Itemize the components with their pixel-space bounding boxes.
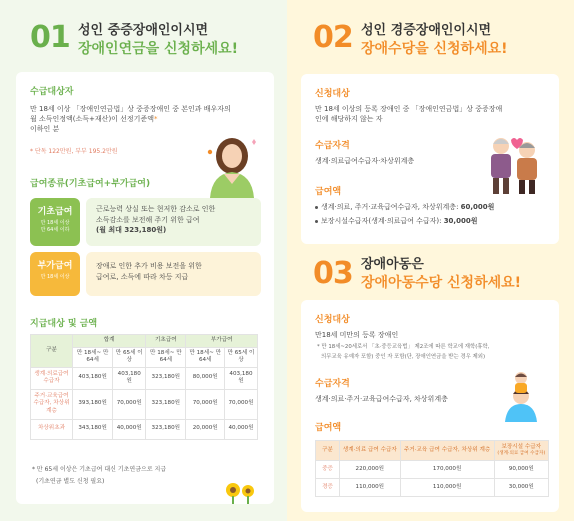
child-table-header: 생계·의료 급여 수급자 <box>340 441 401 461</box>
table-cell: 403,180원 <box>73 367 113 389</box>
table-cell: 70,000원 <box>113 389 146 419</box>
additional-benefit-label: 부가급여 <box>37 261 73 271</box>
additional-desc-line1: 장애로 인한 추가 비용 보전을 위한 <box>96 262 202 270</box>
amount-title: 급여액 <box>315 187 342 197</box>
table-cell: 393,180원 <box>73 389 113 419</box>
table-subhead: 만 18세~ 만 64세 <box>146 347 186 367</box>
elderly-couple-illustration <box>481 132 551 194</box>
table-group-basic: 기초급여 <box>146 335 186 348</box>
child-target-note-line2: 의무교육 유예자 포함) 중인 자 포함(단, 장애인연금을 받는 경우 제외) <box>321 354 486 360</box>
table-cell: 90,000원 <box>494 461 548 479</box>
amount-item-value: 30,000원 <box>443 217 478 225</box>
table-cell: 70,000원 <box>186 389 225 419</box>
section-number-02: 02 <box>313 20 353 55</box>
child-table-header-facility <box>494 441 548 461</box>
left-heading-line2: 장애인연금을 신청하세요! <box>78 41 239 57</box>
target-text-line1: 만 18세 이상 「장애인연금법」상 중증장애인 중 본인과 배우자의 <box>30 105 231 113</box>
additional-benefit-badge <box>30 252 80 296</box>
basic-benefit-sub2: 만 64세 이하 <box>40 226 70 233</box>
apply-target-line1: 만 18세 이상의 등록 장애인 중 「장애인연금법」상 중증장애 <box>315 105 503 113</box>
amount-item-label: 보장시설수급자(생계·의료급여 수급자): <box>321 217 444 225</box>
section-number-03: 03 <box>313 256 353 291</box>
table-cell: 170,000원 <box>400 461 494 479</box>
child-allowance-table <box>315 440 549 497</box>
amount-item <box>315 216 477 226</box>
table-group-total: 합계 <box>73 335 146 348</box>
table-row <box>31 389 258 419</box>
table-cell: 403,180원 <box>224 367 257 389</box>
table-cell: 20,000원 <box>186 419 225 439</box>
additional-benefit-desc <box>86 252 261 296</box>
additional-benefit-sub1: 만 18세 이상 <box>40 274 70 281</box>
child-qualification-title: 수급자격 <box>315 379 350 389</box>
right-heading2-line1: 장애아동은 <box>361 257 424 272</box>
basic-benefit-sub1: 만 18세 이상 <box>40 220 70 227</box>
table-header-category: 구분 <box>31 335 73 368</box>
target-title: 수급대상자 <box>30 87 74 97</box>
right-heading1-line1: 성인 경증장애인이시면 <box>361 23 492 38</box>
table-cell: 40,000원 <box>113 419 146 439</box>
table-cell: 40,000원 <box>224 419 257 439</box>
apply-target-title: 신청대상 <box>315 89 350 99</box>
table-cell: 110,000원 <box>340 479 401 497</box>
table-row <box>316 461 549 479</box>
additional-desc-line2: 급여로, 소득에 따라 차등 지급 <box>96 272 189 281</box>
basic-desc-line1: 근로능력 상실 또는 현저한 감소로 인한 <box>96 205 216 213</box>
amount-item-label: 생계·의료, 주거·교육급여수급자, 차상위계층: <box>321 203 461 211</box>
table-cell: 343,180원 <box>73 419 113 439</box>
child-target-title: 신청대상 <box>315 315 350 325</box>
row-label: 차상위초과 <box>31 419 73 439</box>
basic-benefit-desc <box>86 198 261 246</box>
table-cell: 110,000원 <box>400 479 494 497</box>
benefit-title: 급여종류(기초급여+부가급여) <box>30 179 151 189</box>
table-cell: 323,180원 <box>146 389 186 419</box>
table-subhead: 만 65세 이상 <box>113 347 146 367</box>
basic-desc-line3: (월 최대 323,180원) <box>96 226 167 234</box>
table-cell: 323,180원 <box>146 367 186 389</box>
target-text-line2-wrap <box>30 114 270 124</box>
table-group-additional: 부가급여 <box>186 335 258 348</box>
target-star: * <box>153 115 158 124</box>
section-number-01: 01 <box>30 20 70 55</box>
table-cell: 30,000원 <box>494 479 548 497</box>
table-subhead: 만 18세~ 만 64세 <box>73 347 113 367</box>
table-subhead: 만 65세 이상 <box>224 347 257 367</box>
table-row <box>31 367 258 389</box>
target-text-line3: 이하인 분 <box>30 125 60 134</box>
child-table-header: 보장시설 수급자 <box>501 443 542 450</box>
basic-desc-line2: 소득감소를 보전해 주기 위한 급여 <box>96 215 200 224</box>
child-table-header: 주거·교육 급여 수급자, 차상위 계층 <box>400 441 494 461</box>
pension-amount-table <box>30 334 258 440</box>
basic-benefit-label: 기초급여 <box>37 207 73 217</box>
apply-target-line2: 인에 해당하지 않는 자 <box>315 115 383 124</box>
child-qualification-text: 생계·의료·주거·교육급여수급자, 차상위계층 <box>315 395 448 403</box>
row-label: 생계·의료급여 수급자 <box>31 367 73 389</box>
criteria-note: * 단독 122만원, 부부 195.2만원 <box>30 148 118 155</box>
left-heading-line1: 성인 중증장애인이시면 <box>78 23 209 38</box>
right-heading1-line2: 장애수당을 신청하세요! <box>361 41 508 57</box>
right-panel <box>287 0 574 521</box>
table-title: 지급대상 및 금액 <box>30 319 98 329</box>
row-label: 주거·교육급여 수급자, 차상위계층 <box>31 389 73 419</box>
child-table-header-sub: (생계·의료 급여 수급자) <box>497 451 546 457</box>
right-heading2-line2: 장애아동수당 신청하세요! <box>361 275 522 291</box>
apply-target-text <box>315 104 555 124</box>
sunflower-icon <box>222 480 262 504</box>
child-target-note-line1: * 만 18세~20세로서 「초·중등교육법」 제2조에 따른 학교에 재학(휴학, <box>317 344 490 350</box>
parent-child-illustration <box>491 370 551 422</box>
table-cell: 323,180원 <box>146 419 186 439</box>
qualification-text: 생계·의료급여수급자·차상위계층 <box>315 157 415 165</box>
child-amount-title: 급여액 <box>315 423 342 433</box>
amount-item-value: 60,000원 <box>460 203 495 211</box>
child-table-header: 구분 <box>316 441 340 461</box>
target-text <box>30 104 270 134</box>
row-label: 경증 <box>316 479 340 497</box>
child-target-text: 만18세 미만의 등록 장애인 <box>315 331 399 339</box>
table-cell: 80,000원 <box>186 367 225 389</box>
row-label: 중증 <box>316 461 340 479</box>
footnote-line2: (기초연금 별도 신청 필요) <box>36 478 105 485</box>
amount-item <box>315 202 494 212</box>
table-row <box>316 479 549 497</box>
table-row <box>31 419 258 439</box>
table-cell: 403,180원 <box>113 367 146 389</box>
target-text-line2: 월 소득인정액(소득+재산)이 선정기준액 <box>30 115 154 124</box>
footnote-line1: * 만 65세 이상은 기초급여 대신 기초연금으로 지급 <box>32 466 167 473</box>
table-cell: 70,000원 <box>224 389 257 419</box>
qualification-title: 수급자격 <box>315 141 350 151</box>
basic-benefit-badge <box>30 198 80 246</box>
table-subhead: 만 18세~ 만 64세 <box>186 347 225 367</box>
woman-illustration <box>204 132 260 198</box>
table-cell: 220,000원 <box>340 461 401 479</box>
